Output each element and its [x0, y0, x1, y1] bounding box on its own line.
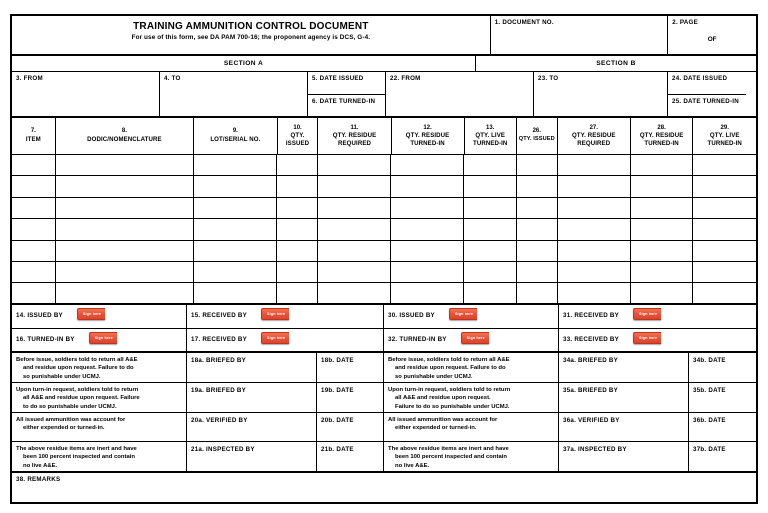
section-a-date-issued-field[interactable]: [308, 72, 385, 95]
table-row: [12, 219, 756, 240]
certification-statement-a: [12, 353, 187, 382]
certification-block: [12, 353, 756, 473]
certification-by-b[interactable]: [559, 383, 689, 412]
table-cell-res_req[interactable]: [318, 219, 391, 239]
certification-statement-a: [12, 383, 187, 412]
column-title-line2: ISSUED: [285, 139, 310, 147]
signature-row-issued: [12, 305, 756, 329]
table-cell-lot[interactable]: [194, 198, 277, 218]
table-cell-b_live_ti[interactable]: [693, 198, 756, 218]
column-title-line1: QTY. RESIDUE: [639, 132, 684, 140]
received-by-label-b: 31. RECEIVED BY: [563, 312, 620, 320]
column-title-line1: QTY. LIVE: [475, 132, 506, 140]
certification-statement-a: [12, 413, 187, 441]
certification-date-b-label: 35b. DATE: [693, 386, 726, 394]
table-cell-live_ti[interactable]: [464, 176, 516, 196]
column-title-line1: ITEM: [25, 135, 41, 143]
section-b-to-field[interactable]: [534, 72, 668, 116]
table-cell-live_ti[interactable]: [464, 283, 516, 302]
certification-statement-line: no live A&E.: [395, 462, 430, 469]
table-cell-b_res_req[interactable]: [558, 241, 631, 261]
table-cell-res_req[interactable]: [318, 176, 391, 196]
table-cell-live_ti[interactable]: [464, 155, 516, 175]
certification-statement-a: [12, 442, 187, 471]
page-of-label: OF: [707, 36, 717, 43]
column-number: 13.: [486, 124, 495, 131]
section-a-date-issued-label: 5. DATE ISSUED: [312, 75, 364, 82]
section-b-dates: [668, 72, 746, 116]
certification-statement-line: either expended or turned-in.: [23, 425, 105, 432]
table-cell-qty_issued[interactable]: [277, 241, 318, 261]
table-cell-live_ti[interactable]: [464, 241, 516, 261]
turned-in-by-field-b[interactable]: [384, 329, 559, 351]
certification-by-b[interactable]: [559, 353, 689, 382]
column-header-lot-serial: [194, 118, 277, 154]
received-by-turnin-field-b[interactable]: [559, 329, 756, 351]
table-cell-res_req[interactable]: [318, 198, 391, 218]
section-b-date-issued-field[interactable]: [668, 72, 746, 95]
column-header-residue-required-b: [558, 118, 631, 154]
turned-in-by-field-a[interactable]: [12, 329, 187, 351]
signature-tag-wrap[interactable]: [447, 331, 498, 349]
issued-by-field-a[interactable]: [12, 305, 187, 328]
table-cell-lot[interactable]: [194, 176, 277, 196]
turned-in-by-label-b: 32. TURNED-IN BY: [388, 335, 447, 343]
form-document: [10, 14, 758, 504]
table-cell-lot[interactable]: [194, 283, 277, 302]
section-band: [12, 56, 756, 72]
section-a-to-field[interactable]: [160, 72, 308, 116]
certification-by-b[interactable]: [559, 442, 689, 471]
table-cell-res_req[interactable]: [318, 155, 391, 175]
certification-statement-line: Upon turn-in request, soldiers told to return: [16, 386, 139, 393]
section-b-date-issued-label: 24. DATE ISSUED: [672, 75, 728, 82]
remarks-field[interactable]: [12, 473, 756, 513]
certification-date-a[interactable]: [317, 442, 384, 471]
column-header-live-turned-in-b: [693, 118, 756, 154]
signature-tag-wrap[interactable]: [435, 307, 486, 325]
signature-tag-wrap[interactable]: [75, 331, 126, 349]
table-cell-b_live_ti[interactable]: [693, 262, 756, 282]
table-cell-b_qty_issued[interactable]: [517, 155, 558, 175]
table-cell-b_res_ti[interactable]: [631, 262, 694, 282]
table-cell-b_res_req[interactable]: [558, 176, 631, 196]
table-cell-item[interactable]: [12, 198, 56, 218]
table-cell-res_ti[interactable]: [391, 155, 464, 175]
table-cell-b_live_ti[interactable]: [693, 155, 756, 175]
column-title-line2: TURNED-IN: [410, 139, 445, 147]
certification-statement-line: so punishable under UCMJ.: [23, 373, 101, 380]
received-by-turnin-field-a[interactable]: [187, 329, 384, 351]
table-cell-res_ti[interactable]: [391, 198, 464, 218]
table-cell-qty_issued[interactable]: [277, 198, 318, 218]
certification-row: [12, 442, 756, 473]
section-b-to-label: 23. TO: [538, 75, 559, 82]
column-title-line1: DODIC/NOMENCLATURE: [87, 135, 162, 143]
table-cell-b_qty_issued[interactable]: [517, 198, 558, 218]
table-cell-b_qty_issued[interactable]: [517, 283, 558, 302]
certification-statement-line: All issued ammunition was account for: [388, 416, 498, 423]
section-b-date-turned-in-field[interactable]: [668, 95, 746, 117]
certification-statement-line: Before issue, soldiers told to return all A&E: [388, 356, 510, 363]
signature-tag-wrap[interactable]: [619, 331, 670, 349]
table-cell-live_ti[interactable]: [464, 262, 516, 282]
table-cell-item[interactable]: [12, 155, 56, 175]
certification-by-a-label: 18a. BRIEFED BY: [191, 356, 246, 364]
certification-statement-line: all A&E and residue upon request.: [395, 395, 491, 402]
table-cell-b_qty_issued[interactable]: [517, 241, 558, 261]
table-cell-b_res_req[interactable]: [558, 198, 631, 218]
table-cell-b_live_ti[interactable]: [693, 241, 756, 261]
certification-by-a[interactable]: [187, 442, 317, 471]
section-a-to-label: 4. TO: [164, 75, 181, 82]
column-number: 11.: [350, 124, 359, 131]
table-cell-qty_issued[interactable]: [277, 283, 318, 302]
certification-date-b[interactable]: [689, 383, 756, 412]
column-title-line1: QTY. RESIDUE: [571, 132, 616, 140]
certification-row: [12, 353, 756, 383]
section-a-dates: [308, 72, 386, 116]
table-cell-dodic[interactable]: [56, 262, 194, 282]
column-header-qty-issued-b: [517, 118, 558, 154]
column-header-dodic: [56, 118, 194, 154]
column-number: 10.: [293, 124, 302, 131]
table-row: [12, 198, 756, 219]
certification-by-b-label: 37a. INSPECTED BY: [563, 445, 627, 453]
table-cell-b_res_req[interactable]: [558, 283, 631, 302]
document-no-field[interactable]: [491, 16, 669, 54]
column-title-line1: QTY. LIVE: [709, 132, 740, 140]
received-by-label-a: 15. RECEIVED BY: [191, 312, 248, 320]
section-b-date-turned-in-label: 25. DATE TURNED-IN: [672, 97, 739, 105]
remarks-label: 38. REMARKS: [16, 475, 61, 483]
certification-statement-line: The above residue items are inert and have: [16, 445, 137, 452]
certification-statement-line: either expended or turned-in.: [395, 425, 477, 432]
certification-statement-b: [384, 383, 559, 412]
column-title-line2: TURNED-IN: [707, 139, 742, 147]
column-title-line1: LOT/SERIAL NO.: [210, 135, 261, 143]
sign-here-tag[interactable]: Sign here: [261, 308, 289, 320]
table-cell-b_live_ti[interactable]: [693, 219, 756, 239]
received-by-turnin-label-a: 17. RECEIVED BY: [191, 335, 248, 343]
column-header-residue-turned-in-b: [631, 118, 694, 154]
table-cell-b_res_req[interactable]: [558, 155, 631, 175]
column-number: 26.: [532, 128, 541, 135]
table-row: [12, 176, 756, 197]
certification-statement-line: and residue upon request. Failure to do: [395, 365, 506, 372]
grid-header-row: [12, 118, 756, 155]
certification-date-a[interactable]: [317, 383, 384, 412]
column-header-item: [12, 118, 56, 154]
column-title-line1: QTY.: [290, 132, 305, 140]
certification-date-b[interactable]: [689, 353, 756, 382]
table-cell-res_ti[interactable]: [391, 262, 464, 282]
from-to-band: [12, 72, 756, 118]
certification-date-b-label: 36b. DATE: [693, 416, 726, 424]
table-cell-b_qty_issued[interactable]: [517, 219, 558, 239]
column-number: 27.: [589, 124, 598, 131]
form-title: TRAINING AMMUNITION CONTROL DOCUMENT: [133, 21, 369, 32]
certification-statement-line: to do so punishable under UCMJ.: [23, 403, 117, 410]
table-cell-b_res_req[interactable]: [558, 262, 631, 282]
column-number: 12.: [423, 124, 432, 131]
section-a-header: [12, 56, 476, 71]
table-cell-live_ti[interactable]: [464, 219, 516, 239]
table-cell-lot[interactable]: [194, 219, 277, 239]
section-a-date-turned-in-label: 6. DATE TURNED-IN: [312, 97, 376, 105]
certification-date-a-label: 20b. DATE: [321, 416, 354, 424]
table-cell-item[interactable]: [12, 241, 56, 261]
table-cell-qty_issued[interactable]: [277, 176, 318, 196]
table-row: [12, 262, 756, 283]
table-cell-res_ti[interactable]: [391, 283, 464, 302]
column-number: 9.: [232, 128, 238, 135]
table-cell-res_req[interactable]: [318, 241, 391, 261]
grid-body: [12, 155, 756, 305]
table-cell-b_res_ti[interactable]: [631, 176, 694, 196]
sign-here-tag[interactable]: Sign here: [633, 308, 661, 320]
table-cell-b_qty_issued[interactable]: [517, 176, 558, 196]
table-cell-item[interactable]: [12, 219, 56, 239]
column-title-line2: REQUIRED: [338, 139, 371, 147]
certification-date-b[interactable]: [689, 442, 756, 471]
section-b-from-field[interactable]: [386, 72, 534, 116]
column-title-line1: QTY. RESIDUE: [405, 132, 450, 140]
page-field[interactable]: [668, 16, 756, 54]
certification-date-a-label: 19b. DATE: [321, 386, 354, 394]
column-number: 29.: [720, 124, 729, 131]
table-row: [12, 283, 756, 304]
table-cell-b_live_ti[interactable]: [693, 283, 756, 302]
issued-by-label-b: 30. ISSUED BY: [388, 312, 435, 320]
table-cell-res_req[interactable]: [318, 262, 391, 282]
certification-statement-line: All issued ammunition was account for: [16, 416, 126, 423]
column-number: 28.: [657, 124, 666, 131]
table-cell-qty_issued[interactable]: [277, 155, 318, 175]
certification-statement-line: all A&E and residue upon request. Failure: [23, 395, 140, 402]
table-cell-res_req[interactable]: [318, 283, 391, 302]
column-header-qty-issued-a: [278, 118, 319, 154]
column-number: 7.: [30, 128, 36, 135]
table-cell-dodic[interactable]: [56, 241, 194, 261]
certification-by-a[interactable]: [187, 413, 317, 441]
title-block: [12, 16, 756, 56]
issued-by-label-a: 14. ISSUED BY: [16, 312, 63, 320]
table-cell-b_res_ti[interactable]: [631, 155, 694, 175]
table-cell-b_res_ti[interactable]: [631, 219, 694, 239]
certification-date-b[interactable]: [689, 413, 756, 441]
section-a-from-label: 3. FROM: [16, 75, 43, 82]
column-title-line2: TURNED-IN: [644, 139, 679, 147]
certification-statement-line: no live A&E.: [23, 462, 58, 469]
section-b-label: SECTION B: [596, 60, 636, 67]
document-no-label: 1. DOCUMENT NO.: [494, 19, 554, 26]
section-a-label: SECTION A: [223, 60, 264, 67]
certification-date-a-label: 18b. DATE: [321, 356, 354, 364]
certification-by-a-label: 20a. VERIFIED BY: [191, 416, 248, 424]
certification-date-a-label: 21b. DATE: [321, 445, 354, 453]
table-cell-qty_issued[interactable]: [277, 262, 318, 282]
certification-statement-line: Before issue, soldiers told to return all A&E: [16, 356, 138, 363]
certification-statement-line: and residue upon request. Failure to do: [23, 365, 134, 372]
form-title-cell: [12, 16, 491, 54]
column-title-line2: REQUIRED: [577, 139, 611, 147]
certification-by-a[interactable]: [187, 353, 317, 382]
form-subtitle: For use of this form, see DA PAM 700-16; the proponent agency is DCS, G-4.: [131, 34, 371, 41]
certification-by-b[interactable]: [559, 413, 689, 441]
table-cell-qty_issued[interactable]: [277, 219, 318, 239]
turned-in-by-label-a: 16. TURNED-IN BY: [16, 335, 75, 343]
column-number: 8.: [121, 128, 127, 135]
column-title-line2: TURNED-IN: [473, 139, 508, 147]
signature-tag-wrap[interactable]: [247, 307, 298, 325]
table-cell-b_res_ti[interactable]: [631, 283, 694, 302]
received-by-turnin-label-b: 33. RECEIVED BY: [563, 335, 620, 343]
table-cell-dodic[interactable]: [56, 198, 194, 218]
certification-statement-line: Upon turn-in request, soldiers told to return: [388, 386, 511, 393]
certification-statement-b: [384, 353, 559, 382]
certification-statement-line: The above residue items are inert and have: [388, 445, 509, 452]
issued-by-field-b[interactable]: [384, 305, 559, 328]
certification-statement-line: been 100 percent inspected and contain: [395, 454, 507, 461]
column-header-residue-required-a: [318, 118, 391, 154]
sign-here-tag[interactable]: Sign here: [89, 332, 117, 344]
signature-tag-wrap[interactable]: [619, 307, 670, 325]
table-cell-res_ti[interactable]: [391, 219, 464, 239]
page-label: 2. PAGE: [672, 19, 698, 26]
certification-date-b-label: 34b. DATE: [693, 356, 726, 364]
certification-by-b-label: 34a. BRIEFED BY: [563, 356, 618, 364]
signature-row-turned-in: [12, 329, 756, 353]
section-a-date-turned-in-field[interactable]: [308, 95, 385, 117]
column-title-line1: QTY. ISSUED: [518, 135, 555, 142]
table-row: [12, 155, 756, 176]
certification-by-a-label: 19a. BRIEFED BY: [191, 386, 246, 394]
certification-statement-b: [384, 413, 559, 441]
table-cell-item[interactable]: [12, 262, 56, 282]
table-cell-res_ti[interactable]: [391, 241, 464, 261]
table-cell-b_res_req[interactable]: [558, 219, 631, 239]
certification-statement-line: so punishable under UCMJ.: [395, 373, 473, 380]
table-cell-res_ti[interactable]: [391, 176, 464, 196]
table-cell-item[interactable]: [12, 176, 56, 196]
table-cell-live_ti[interactable]: [464, 198, 516, 218]
sign-here-tag[interactable]: Sign here: [261, 332, 289, 344]
table-cell-b_qty_issued[interactable]: [517, 262, 558, 282]
table-cell-lot[interactable]: [194, 155, 277, 175]
table-cell-dodic[interactable]: [56, 283, 194, 302]
table-row: [12, 241, 756, 262]
table-cell-dodic[interactable]: [56, 155, 194, 175]
table-cell-lot[interactable]: [194, 262, 277, 282]
sign-here-tag[interactable]: Sign here: [461, 332, 489, 344]
signature-tag-wrap[interactable]: [63, 307, 114, 325]
certification-by-a[interactable]: [187, 383, 317, 412]
table-cell-b_live_ti[interactable]: [693, 176, 756, 196]
table-cell-dodic[interactable]: [56, 176, 194, 196]
certification-by-a-label: 21a. INSPECTED BY: [191, 445, 255, 453]
certification-row: [12, 383, 756, 413]
certification-statement-line: been 100 percent inspected and contain: [23, 454, 135, 461]
sign-here-tag[interactable]: Sign here: [449, 308, 477, 320]
column-title-line1: QTY. RESIDUE: [332, 132, 377, 140]
certification-date-b-label: 37b. DATE: [693, 445, 726, 453]
column-header-residue-turned-in-a: [392, 118, 465, 154]
received-by-field-b[interactable]: [559, 305, 756, 328]
table-cell-b_res_ti[interactable]: [631, 241, 694, 261]
table-cell-b_res_ti[interactable]: [631, 198, 694, 218]
table-cell-lot[interactable]: [194, 241, 277, 261]
certification-statement-line: Failure to do so punishable under UCMJ.: [395, 403, 510, 410]
certification-date-a[interactable]: [317, 413, 384, 441]
certification-date-a[interactable]: [317, 353, 384, 382]
sign-here-tag[interactable]: Sign here: [77, 308, 105, 320]
received-by-field-a[interactable]: [187, 305, 384, 328]
certification-statement-b: [384, 442, 559, 471]
certification-row: [12, 413, 756, 442]
sign-here-tag[interactable]: Sign here: [633, 332, 661, 344]
section-a-from-field[interactable]: [12, 72, 160, 116]
section-b-from-label: 22. FROM: [390, 75, 421, 82]
section-b-header: [476, 56, 756, 71]
certification-by-b-label: 35a. BRIEFED BY: [563, 386, 618, 394]
table-cell-dodic[interactable]: [56, 219, 194, 239]
signature-tag-wrap[interactable]: [247, 331, 298, 349]
table-cell-item[interactable]: [12, 283, 56, 302]
column-header-live-turned-in-a: [465, 118, 517, 154]
certification-by-b-label: 36a. VERIFIED BY: [563, 416, 620, 424]
